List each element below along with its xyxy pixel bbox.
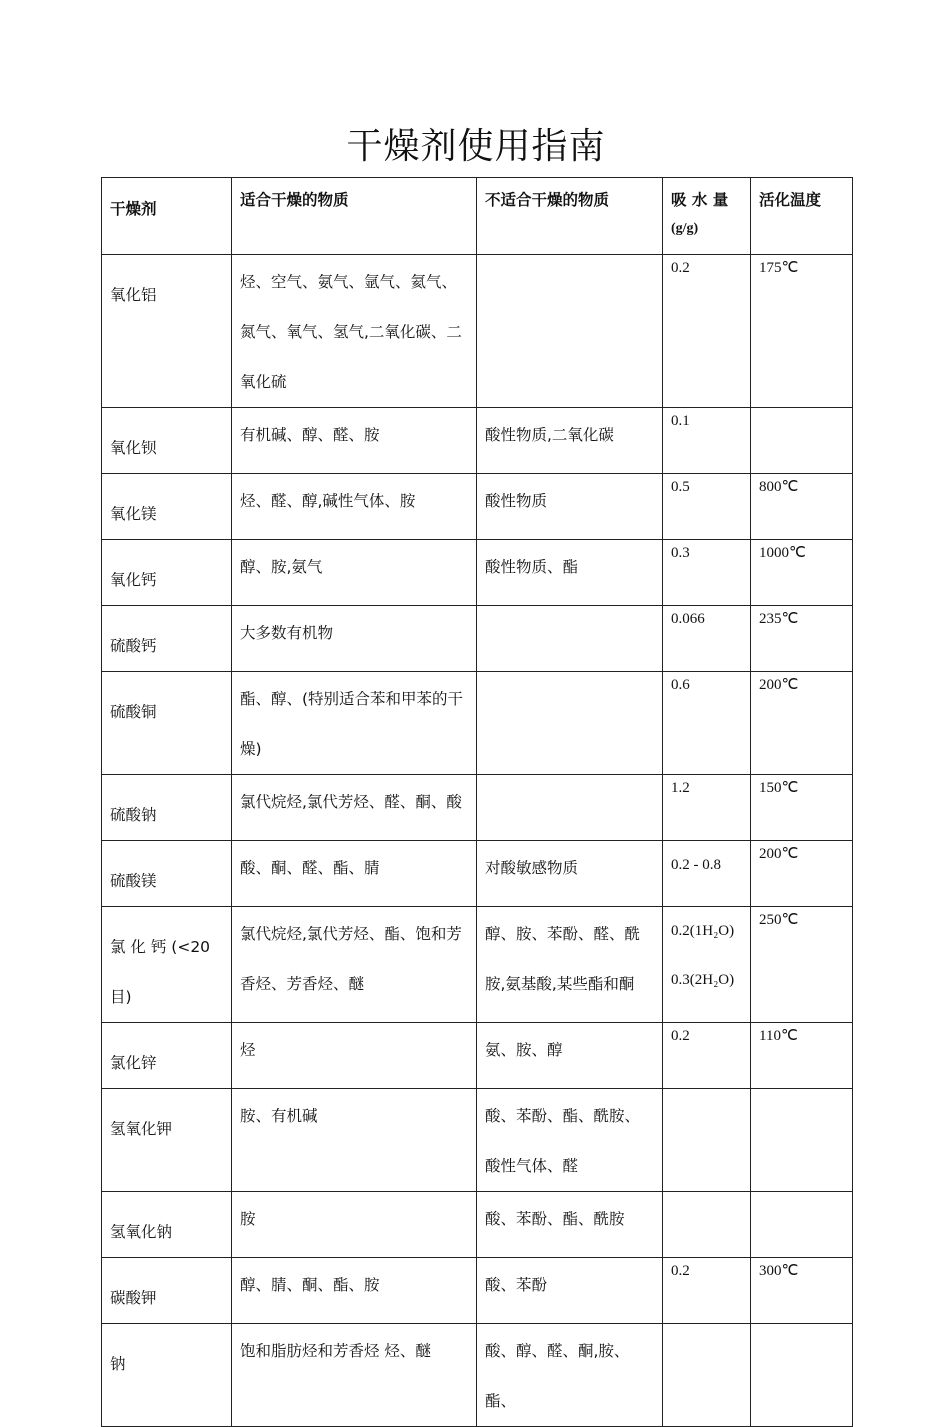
cell-activation-text: 200℃ [759, 846, 799, 862]
cell-absorb [663, 606, 751, 672]
cell-desiccant [102, 1089, 232, 1192]
table-row [102, 474, 853, 540]
cell-suitable [232, 1089, 477, 1192]
cell-activation-text [759, 1089, 844, 1092]
cell-activation [751, 1023, 853, 1089]
cell-activation [751, 1089, 853, 1192]
cell-desiccant-text: 氧化镁 [110, 505, 157, 523]
cell-activation-text [759, 1324, 844, 1327]
cell-suitable [232, 1192, 477, 1258]
cell-unsuitable [477, 540, 663, 606]
cell-absorb-text: 0.6 [671, 677, 690, 693]
cell-desiccant-text: 硫酸钙 [110, 637, 157, 655]
cell-desiccant [102, 1324, 232, 1427]
cell-suitable-text: 酯、醇、(特别适合苯和甲苯的干燥) [240, 690, 464, 758]
cell-activation-text: 800℃ [759, 479, 799, 495]
table-row [102, 907, 853, 1023]
cell-absorb [663, 1258, 751, 1324]
cell-suitable-text: 胺、有机碱 [240, 1107, 318, 1125]
table-row [102, 1324, 853, 1427]
cell-unsuitable [477, 474, 663, 540]
desiccant-table [101, 177, 853, 1427]
cell-suitable-text: 胺 [240, 1210, 256, 1228]
table-row [102, 606, 853, 672]
cell-absorb [663, 408, 751, 474]
cell-unsuitable [477, 841, 663, 907]
cell-unsuitable-text: 对酸敏感物质 [485, 859, 579, 877]
header-unsuitable: 不适合干燥的物质 [477, 178, 663, 255]
cell-activation-text: 200℃ [759, 677, 799, 693]
cell-activation [751, 540, 853, 606]
cell-activation-text: 300℃ [759, 1263, 799, 1279]
cell-absorb-text: 0.2 [671, 1263, 690, 1279]
table-row [102, 841, 853, 907]
cell-unsuitable [477, 907, 663, 1023]
cell-desiccant-text: 氯 化 钙 (<20 目) [110, 938, 211, 1006]
cell-unsuitable [477, 1023, 663, 1089]
table-row [102, 1023, 853, 1089]
cell-unsuitable-text: 氨、胺、醇 [485, 1041, 563, 1059]
header-absorb: 吸 水 量 (g/g) [663, 178, 751, 255]
cell-absorb-text: 0.2 [671, 1028, 690, 1044]
cell-unsuitable-text: 酸、苯酚、酯、酰胺 [485, 1210, 625, 1228]
table-row [102, 408, 853, 474]
cell-desiccant-text: 氯化锌 [110, 1054, 157, 1072]
cell-unsuitable-text [485, 672, 654, 674]
cell-suitable [232, 841, 477, 907]
cell-desiccant-text: 硫酸钠 [110, 806, 157, 824]
cell-desiccant [102, 672, 232, 775]
cell-activation-text: 1000℃ [759, 545, 806, 561]
cell-unsuitable [477, 775, 663, 841]
cell-activation [751, 841, 853, 907]
cell-suitable [232, 408, 477, 474]
cell-desiccant [102, 907, 232, 1023]
table-row [102, 255, 853, 408]
cell-unsuitable [477, 1192, 663, 1258]
cell-suitable [232, 606, 477, 672]
table-row [102, 1089, 853, 1192]
cell-activation-text [759, 408, 844, 411]
cell-desiccant-text: 氢氧化钠 [110, 1223, 173, 1241]
cell-unsuitable-text: 酸、苯酚、酯、酰胺、酸性气体、醛 [485, 1107, 641, 1175]
cell-unsuitable-text: 酸、醇、醛、酮,胺、酯、 [485, 1342, 630, 1410]
cell-suitable-text: 有机碱、醇、醛、胺 [240, 426, 380, 444]
header-suitable: 适合干燥的物质 [232, 178, 477, 255]
cell-suitable [232, 775, 477, 841]
cell-activation [751, 907, 853, 1023]
cell-desiccant [102, 1023, 232, 1089]
cell-desiccant [102, 1192, 232, 1258]
cell-absorb-text: 1.2 [671, 780, 690, 796]
cell-desiccant-text: 氧化钙 [110, 571, 157, 589]
cell-activation [751, 606, 853, 672]
cell-absorb-text: 0.5 [671, 479, 690, 495]
cell-suitable [232, 255, 477, 408]
cell-unsuitable [477, 255, 663, 408]
cell-absorb [663, 1192, 751, 1258]
cell-unsuitable [477, 1324, 663, 1427]
cell-suitable [232, 540, 477, 606]
cell-suitable [232, 907, 477, 1023]
cell-unsuitable-text: 醇、胺、苯酚、醛、酰胺,氨基酸,某些酯和酮 [485, 925, 641, 993]
cell-absorb [663, 1324, 751, 1427]
cell-desiccant-text: 硫酸铜 [110, 703, 157, 721]
cell-desiccant-text: 硫酸镁 [110, 872, 157, 890]
cell-unsuitable-text: 酸、苯酚 [485, 1276, 548, 1294]
cell-absorb-text [671, 1324, 742, 1327]
cell-absorb [663, 907, 751, 1023]
cell-absorb-text: 0.2 - 0.8 [671, 857, 721, 873]
cell-desiccant-text: 碳酸钾 [110, 1289, 157, 1307]
cell-suitable-text: 大多数有机物 [240, 624, 334, 642]
cell-absorb [663, 540, 751, 606]
cell-absorb-text [671, 1089, 742, 1092]
cell-desiccant-text: 氧化钡 [110, 439, 157, 457]
table-row [102, 540, 853, 606]
cell-suitable-text: 烃 [240, 1041, 256, 1059]
cell-desiccant [102, 408, 232, 474]
cell-activation-text [759, 1192, 844, 1195]
cell-suitable-text: 酸、酮、醛、酯、腈 [240, 859, 380, 877]
cell-activation-text: 235℃ [759, 611, 799, 627]
cell-absorb-text [671, 1192, 742, 1195]
cell-suitable [232, 1023, 477, 1089]
cell-activation [751, 408, 853, 474]
cell-absorb-text: 0.3(2H₂O) [671, 972, 735, 988]
cell-absorb-text: 0.066 [671, 611, 705, 627]
cell-suitable [232, 474, 477, 540]
cell-unsuitable-text [485, 606, 654, 608]
cell-absorb [663, 474, 751, 540]
cell-unsuitable [477, 672, 663, 775]
cell-desiccant [102, 841, 232, 907]
cell-desiccant-text: 氢氧化钾 [110, 1120, 173, 1138]
header-desiccant: 干燥剂 [102, 178, 232, 255]
cell-suitable-text: 烃、醛、醇,碱性气体、胺 [240, 492, 416, 510]
cell-desiccant-text: 氧化铝 [110, 286, 157, 304]
cell-activation-text: 175℃ [759, 260, 799, 276]
cell-absorb [663, 255, 751, 408]
cell-unsuitable-text: 酸性物质、酯 [485, 558, 579, 576]
table-row [102, 1258, 853, 1324]
table-row [102, 672, 853, 775]
page-title: 干燥剂使用指南 [346, 126, 606, 167]
cell-suitable [232, 672, 477, 775]
cell-absorb [663, 775, 751, 841]
cell-unsuitable-text [485, 255, 654, 257]
cell-suitable-text: 氯代烷烃,氯代芳烃、醛、酮、酸 [240, 793, 462, 811]
cell-activation [751, 255, 853, 408]
cell-suitable [232, 1324, 477, 1427]
cell-suitable-text: 氯代烷烃,氯代芳烃、酯、饱和芳香烃、芳香烃、醚 [240, 925, 462, 993]
table-header-row [102, 178, 853, 255]
cell-unsuitable [477, 1089, 663, 1192]
cell-absorb [663, 1089, 751, 1192]
cell-suitable-text: 烃、空气、氨气、氩气、氦气、氮气、氧气、氢气,二氧化碳、二氧化硫 [240, 273, 462, 391]
cell-activation-text: 150℃ [759, 780, 799, 796]
cell-absorb-text: 0.2 [671, 260, 690, 276]
cell-suitable [232, 1258, 477, 1324]
cell-desiccant [102, 474, 232, 540]
cell-activation [751, 672, 853, 775]
cell-desiccant-text: 钠 [110, 1355, 126, 1373]
cell-activation-text: 250℃ [759, 912, 799, 928]
cell-absorb [663, 672, 751, 775]
cell-desiccant [102, 1258, 232, 1324]
cell-suitable-text: 饱和脂肪烃和芳香烃 烃、醚 [240, 1342, 431, 1360]
cell-absorb-text: 0.2(1H₂O) [671, 923, 735, 939]
cell-activation [751, 775, 853, 841]
cell-desiccant [102, 606, 232, 672]
cell-suitable-text: 醇、腈、酮、酯、胺 [240, 1276, 380, 1294]
cell-unsuitable [477, 1258, 663, 1324]
cell-activation [751, 1258, 853, 1324]
cell-unsuitable-text: 酸性物质,二氧化碳 [485, 426, 614, 444]
cell-activation [751, 1192, 853, 1258]
cell-suitable-text: 醇、胺,氨气 [240, 558, 323, 576]
cell-unsuitable-text: 酸性物质 [485, 492, 548, 510]
cell-activation-text: 110℃ [759, 1028, 798, 1044]
cell-activation [751, 1324, 853, 1427]
table-row [102, 775, 853, 841]
cell-absorb [663, 1023, 751, 1089]
cell-desiccant [102, 540, 232, 606]
cell-absorb [663, 841, 751, 907]
cell-unsuitable [477, 606, 663, 672]
cell-absorb-text: 0.1 [671, 413, 690, 429]
header-activation: 活化温度 [751, 178, 853, 255]
cell-unsuitable [477, 408, 663, 474]
cell-absorb-text: 0.3 [671, 545, 690, 561]
cell-desiccant [102, 775, 232, 841]
cell-unsuitable-text [485, 775, 654, 777]
table-row [102, 1192, 853, 1258]
cell-desiccant [102, 255, 232, 408]
cell-activation [751, 474, 853, 540]
